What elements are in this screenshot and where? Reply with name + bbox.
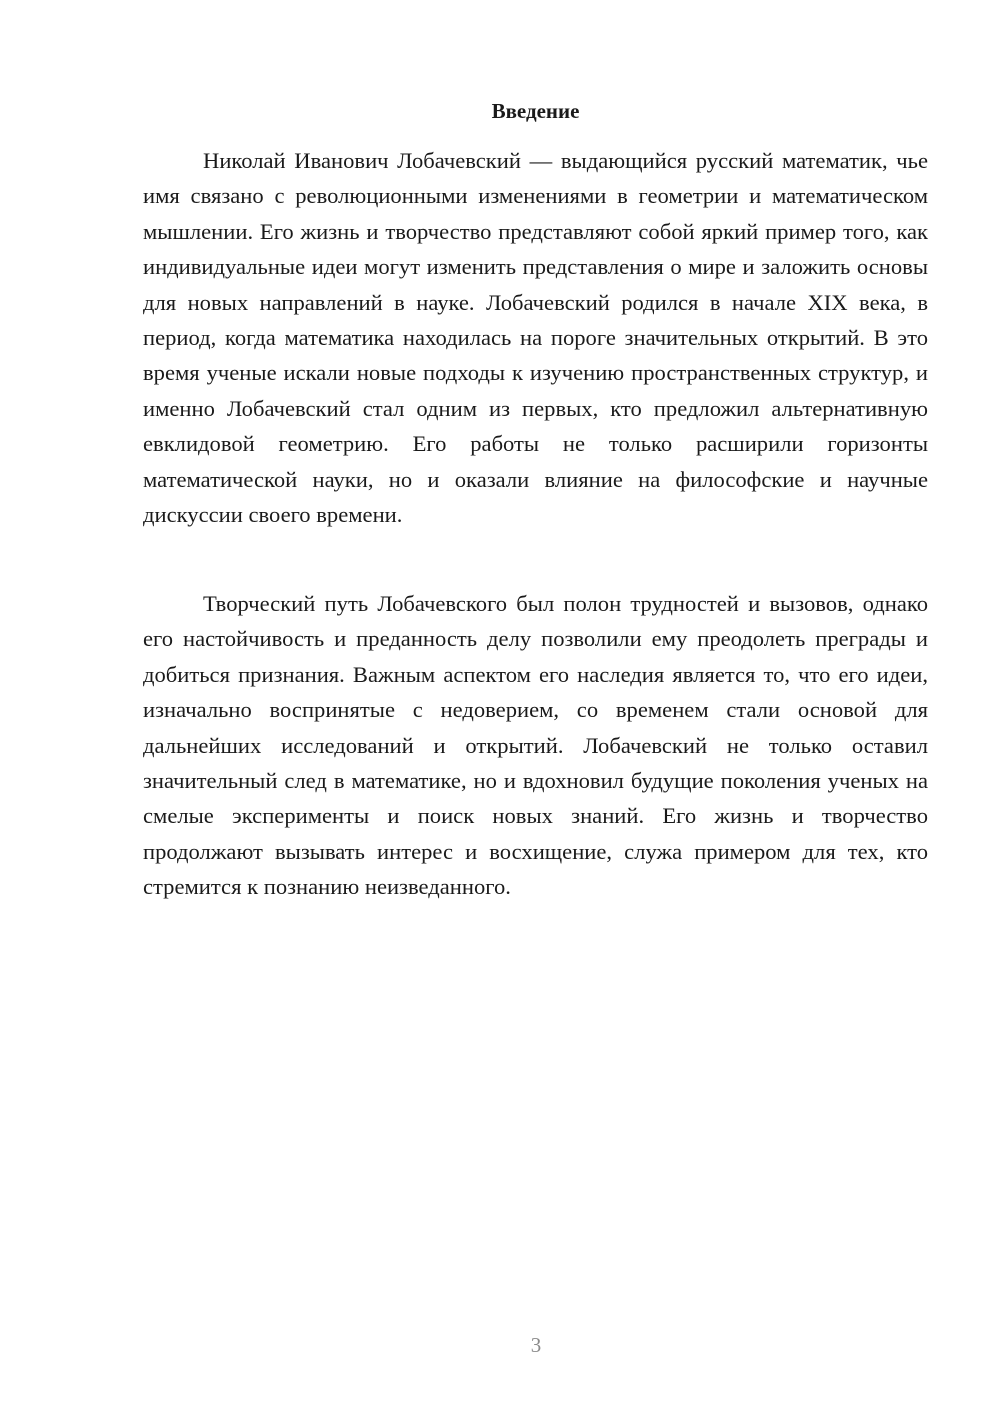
paragraph: Николай Иванович Лобачевский — выдающийся русский математик, чье имя связано с революционными изменениями в геометрии и математическом мышлении. Его жизнь и творчество представляют собой яркий пример того, как индивидуальные идеи могут изменить представления о мире и заложить основы для новых направлений в науке. Лобачевский родился в начале XIX века, в период, когда математика находилась на пороге значительных открытий. В это время ученые искали новые подходы к изучению пространственных структур, и именно Лобачевский стал одним из первых, кто предложил альтернативную евклидовой геометрию. Его работы не только расширили горизонты математической науки, но и оказали влияние на философские и научные дискуссии своего времени.	[143, 148, 928, 528]
paragraph: Творческий путь Лобачевского был полон трудностей и вызовов, однако его настойчивость и преданность делу позволили ему преодолеть преграды и добиться признания. Важным аспектом его наследия является то, что его идеи, изначально воспринятые с недоверием, со временем стали основой для дальнейших исследований и открытий. Лобачевский не только оставил значительный след в математике, но и вдохновил будущие поколения ученых на смелые эксперименты и поиск новых знаний. Его жизнь и творчество продолжают вызывать интерес и восхищение, служа примером для тех, кто стремится к познанию неизведанного.	[143, 591, 928, 900]
page-number: 3	[530, 1333, 542, 1357]
section-heading: Введение	[491, 99, 580, 123]
